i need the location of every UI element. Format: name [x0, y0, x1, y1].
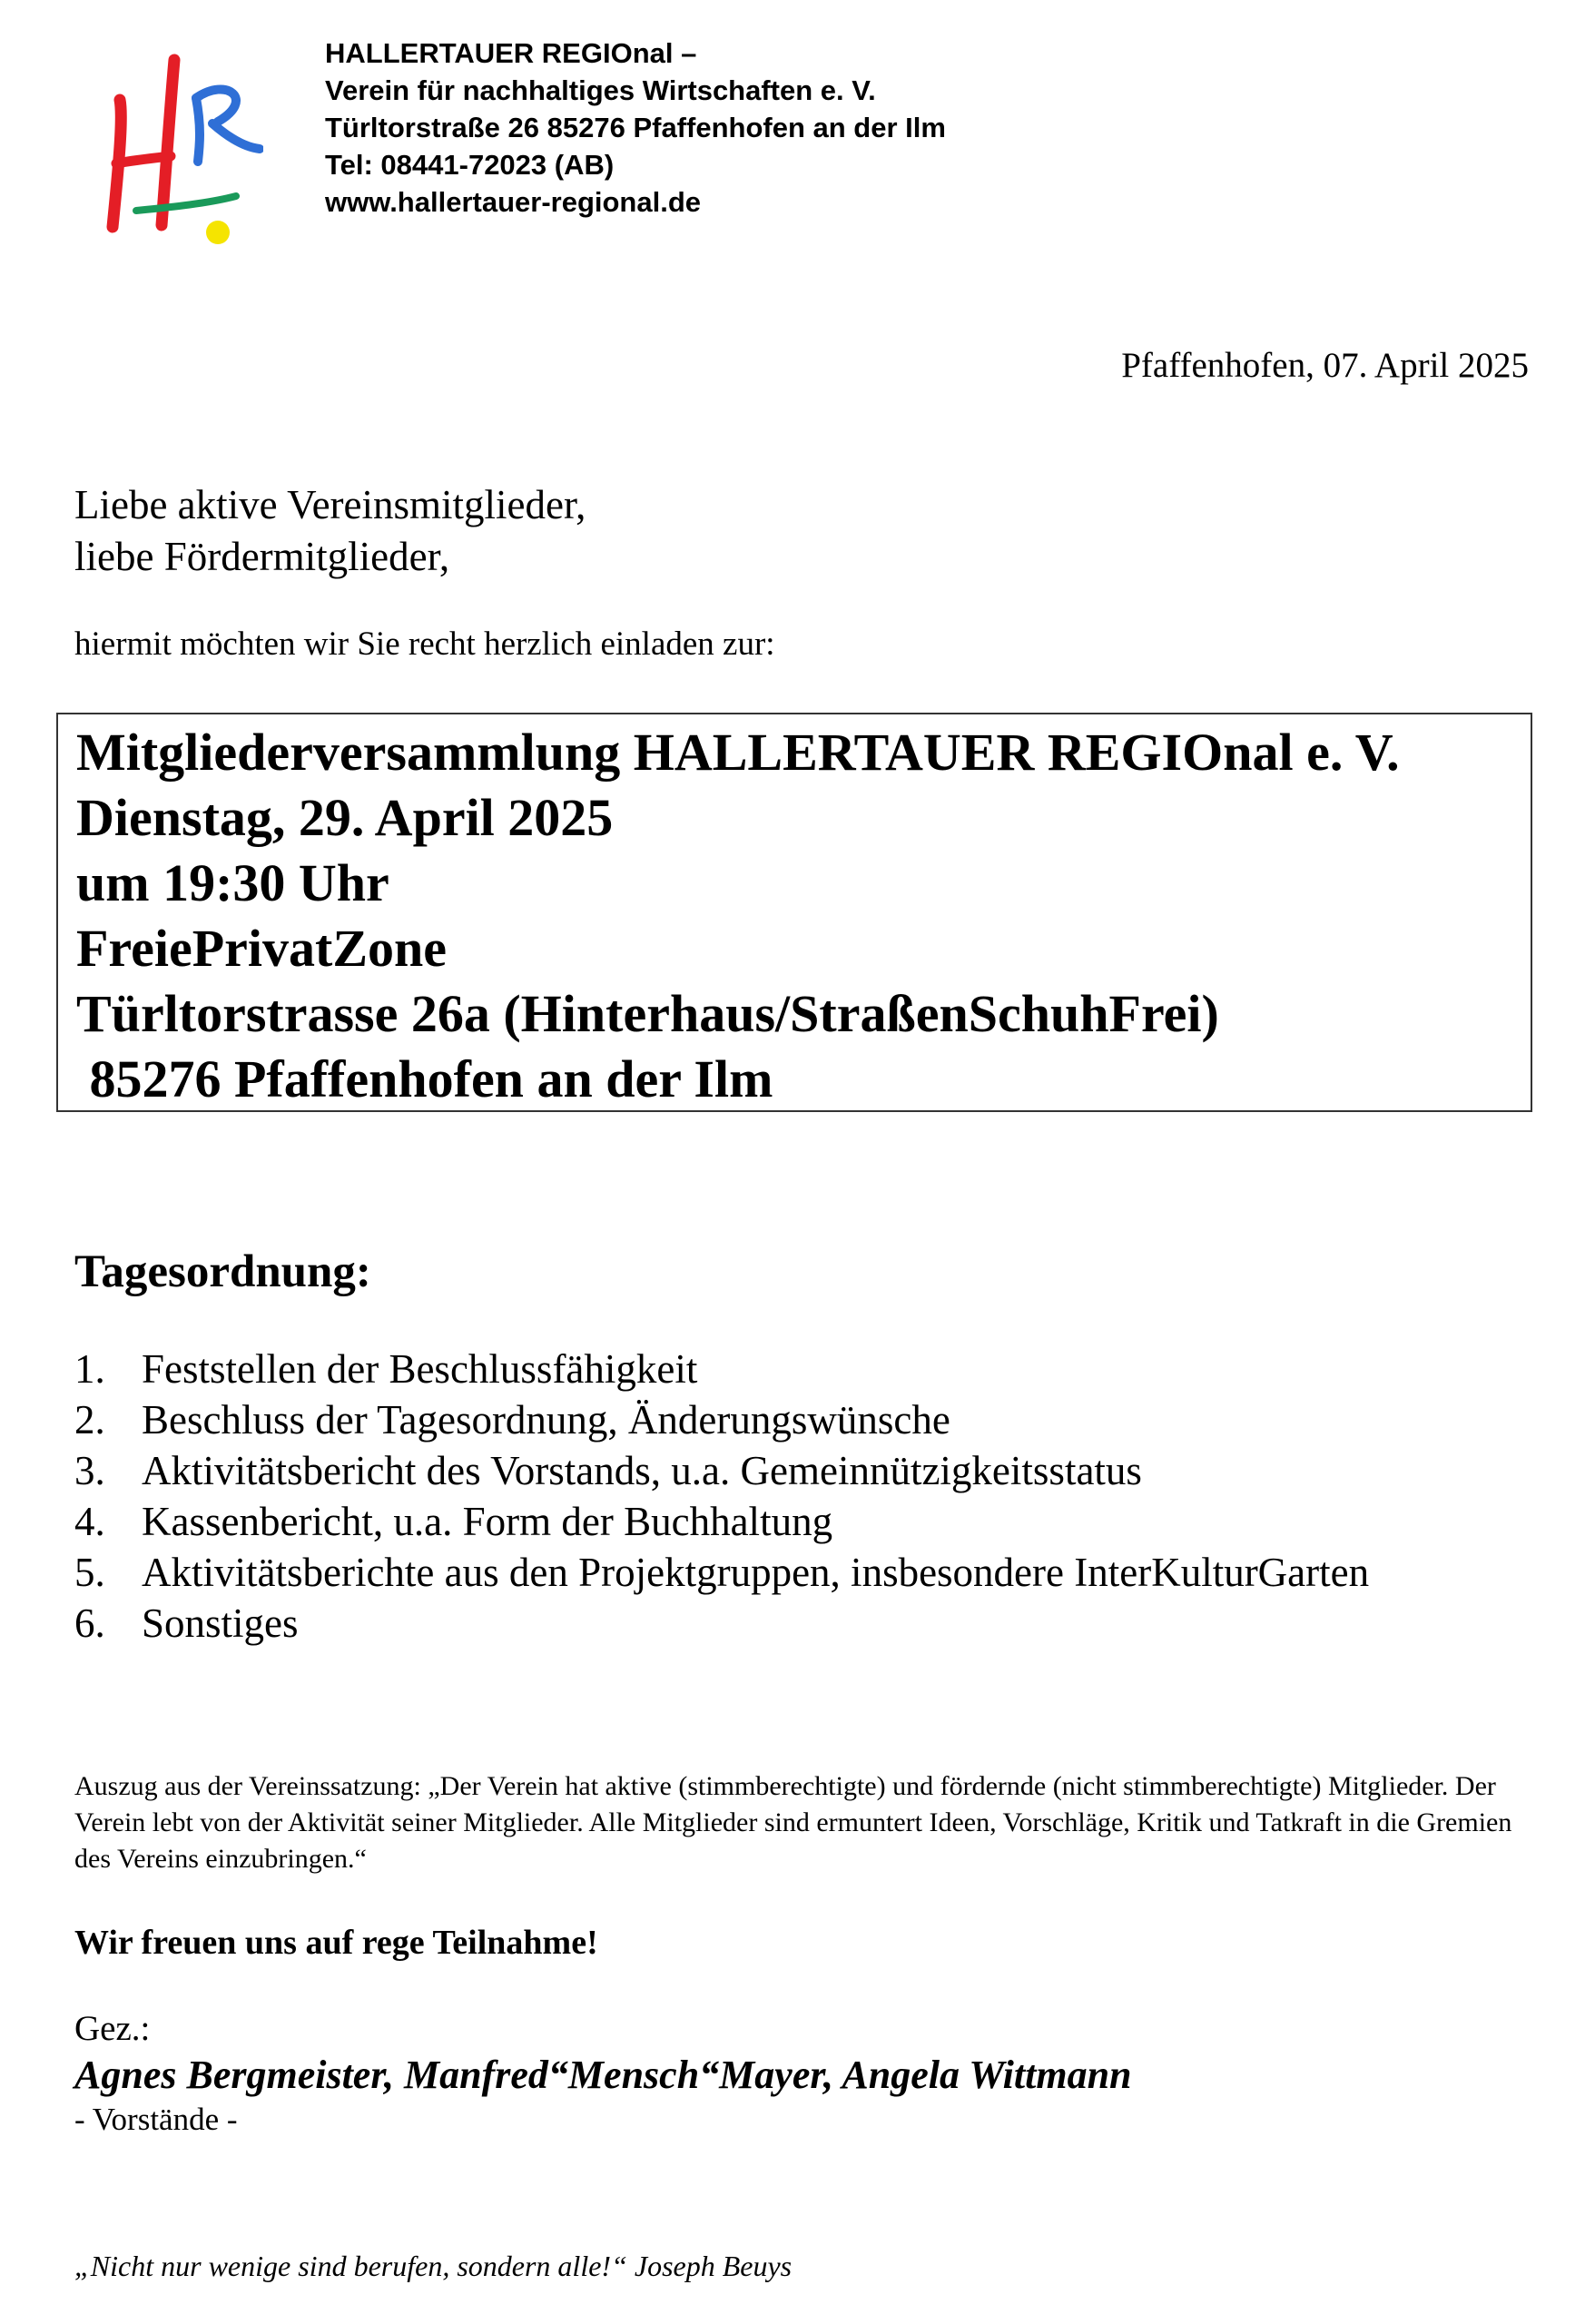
agenda-list [74, 1344, 1369, 1649]
hallertauer-regional-logo [100, 45, 263, 254]
signed-label: Gez.: [74, 2009, 151, 2048]
event-details [76, 720, 1400, 1112]
agenda-item-text: Sonstiges [142, 1600, 299, 1646]
agenda-item [74, 1344, 1369, 1394]
event-date: Dienstag, 29. April 2025 [76, 788, 614, 847]
org-website-line[interactable]: www.hallertauer-regional.de [325, 186, 702, 218]
org-name-line: HALLERTAUER REGIOnal – [325, 37, 697, 69]
agenda-heading: Tagesordnung: [74, 1246, 371, 1297]
event-details-box [56, 713, 1532, 1112]
agenda-item-number: 1. [74, 1346, 105, 1392]
statute-excerpt: Auszug aus der Vereinssatzung: „Der Verein hat aktive (stimmberechtigte) und fördernde (nicht stimmberechtigte) Mitglieder. Der Verein lebt von der Aktivität seiner Mitglieder. Alle Mitglieder sind ermuntert Ideen, Vorschläge, Kritik und Tatkraft in die Gremien des Vereins einzubringen.“ [74, 1771, 1512, 1874]
salutation-line-2: liebe Fördermitglieder, [74, 534, 450, 579]
event-venue: FreiePrivatZone [76, 919, 448, 978]
org-phone-line: Tel: 08441-72023 (AB) [325, 149, 615, 181]
agenda-item-text: Beschluss der Tagesordnung, Änderungswünsche [142, 1397, 950, 1443]
agenda-item-number: 3. [74, 1448, 105, 1493]
salutation-line-1: Liebe aktive Vereinsmitglieder, [74, 482, 586, 527]
event-title: Mitgliederversammlung HALLERTAUER REGIOnal e. V. [76, 723, 1400, 782]
agenda-item [74, 1394, 1369, 1445]
org-letterhead [325, 34, 946, 221]
org-address-line: Türltorstraße 26 85276 Pfaffenhofen an der Ilm [325, 112, 946, 143]
agenda-item [74, 1496, 1369, 1547]
agenda-item-number: 6. [74, 1600, 105, 1646]
place-date: Pfaffenhofen, 07. April 2025 [1121, 346, 1529, 385]
footer-quote: „Nicht nur wenige sind berufen, sondern alle!“ Joseph Beuys [74, 2250, 793, 2282]
agenda-item-number: 5. [74, 1550, 105, 1595]
invitation-intro: hiermit möchten wir Sie recht herzlich einladen zur: [74, 625, 775, 663]
event-time: um 19:30 Uhr [76, 853, 389, 912]
event-city: 85276 Pfaffenhofen an der Ilm [76, 1049, 773, 1108]
agenda-item-text: Aktivitätsberichte aus den Projektgruppen, insbesondere InterKulturGarten [142, 1550, 1370, 1595]
signatory-role: - Vorstände - [74, 2102, 238, 2137]
agenda-item-text: Kassenbericht, u.a. Form der Buchhaltung [142, 1499, 833, 1544]
agenda-item-number: 2. [74, 1397, 105, 1443]
agenda-item [74, 1547, 1369, 1598]
event-street: Türltorstrasse 26a (Hinterhaus/StraßenSchuhFrei) [76, 984, 1219, 1043]
agenda-item-text: Feststellen der Beschlussfähigkeit [142, 1346, 698, 1392]
signatories: Agnes Bergmeister, Manfred“Mensch“Mayer, Angela Wittmann [74, 2053, 1132, 2097]
closing-cheer: Wir freuen uns auf rege Teilnahme! [74, 1924, 598, 1962]
agenda-item-text: Aktivitätsbericht des Vorstands, u.a. Gemeinnützigkeitsstatus [142, 1448, 1142, 1493]
org-subtitle-line: Verein für nachhaltiges Wirtschaften e. V. [325, 74, 876, 106]
agenda-item-number: 4. [74, 1499, 105, 1544]
salutation [74, 479, 586, 583]
agenda-item [74, 1445, 1369, 1496]
agenda-item [74, 1598, 1369, 1649]
